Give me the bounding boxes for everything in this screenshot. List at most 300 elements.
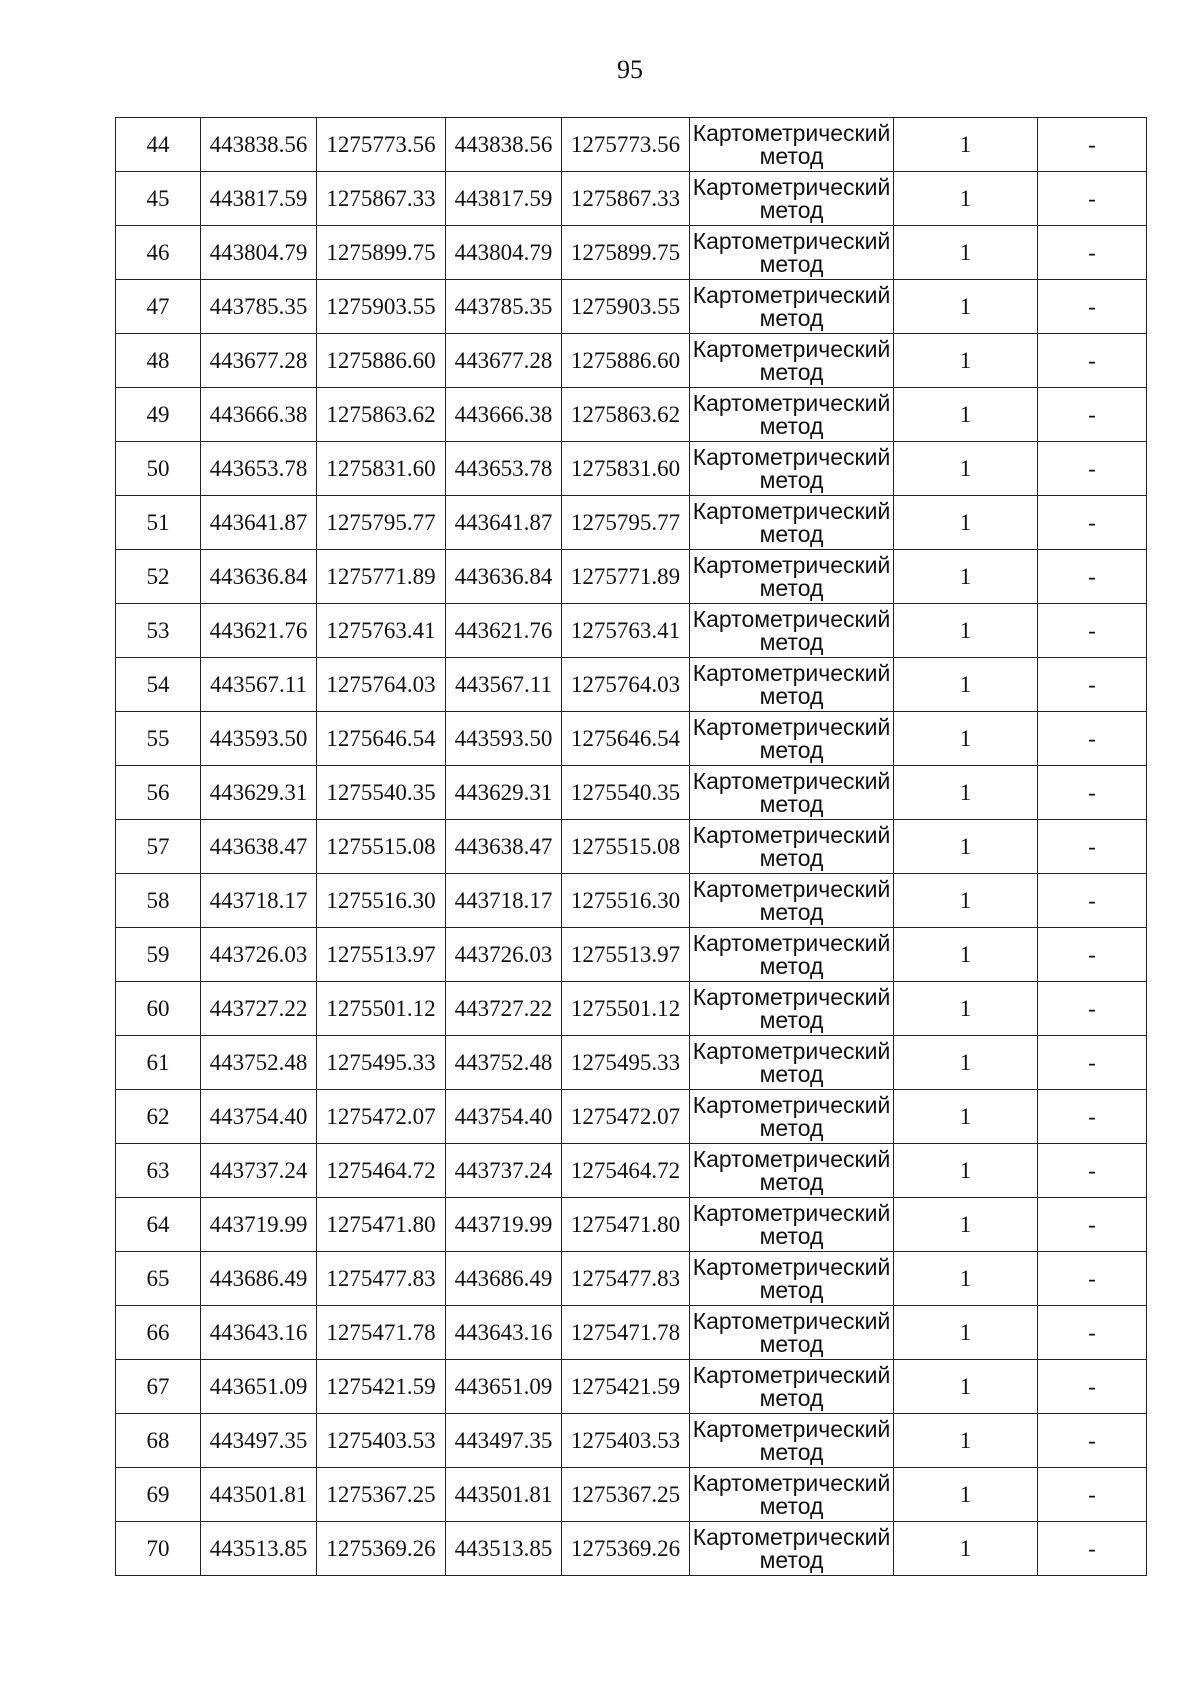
y-existing-cell: 1275495.33 xyxy=(317,1036,446,1090)
method-line-1: Картометрический xyxy=(692,389,891,416)
method-line-1: Картометрический xyxy=(692,1091,891,1118)
y-refined-cell: 1275646.54 xyxy=(562,712,690,766)
y-refined-cell: 1275516.30 xyxy=(562,874,690,928)
x-refined-cell: 443804.79 xyxy=(446,226,562,280)
table-row xyxy=(116,1144,1147,1198)
table-row xyxy=(116,334,1147,388)
method-line-1: Картометрический xyxy=(692,551,891,578)
y-existing-cell: 1275886.60 xyxy=(317,334,446,388)
note-cell: - xyxy=(1038,1468,1147,1522)
method-line-1: Картометрический xyxy=(692,875,891,902)
y-refined-cell: 1275513.97 xyxy=(562,928,690,982)
note-cell: - xyxy=(1038,1252,1147,1306)
x-existing-cell: 443719.99 xyxy=(201,1198,317,1252)
accuracy-cell: 1 xyxy=(894,874,1038,928)
y-refined-cell: 1275464.72 xyxy=(562,1144,690,1198)
method-line-2: метод xyxy=(759,1168,824,1195)
method-cell xyxy=(690,334,894,388)
accuracy-cell: 1 xyxy=(894,604,1038,658)
method-cell xyxy=(690,496,894,550)
method-line-2: метод xyxy=(759,898,824,925)
note-cell: - xyxy=(1038,1198,1147,1252)
point-number-cell: 70 xyxy=(116,1522,201,1576)
y-refined-cell: 1275367.25 xyxy=(562,1468,690,1522)
y-refined-cell: 1275863.62 xyxy=(562,388,690,442)
point-number-cell: 46 xyxy=(116,226,201,280)
note-cell: - xyxy=(1038,1144,1147,1198)
note-cell: - xyxy=(1038,1036,1147,1090)
method-line-1: Картометрический xyxy=(692,1361,891,1388)
x-existing-cell: 443727.22 xyxy=(201,982,317,1036)
x-refined-cell: 443677.28 xyxy=(446,334,562,388)
point-number-cell: 60 xyxy=(116,982,201,1036)
method-line-1: Картометрический xyxy=(692,1145,891,1172)
point-number-cell: 47 xyxy=(116,280,201,334)
table-row xyxy=(116,388,1147,442)
note-cell: - xyxy=(1038,928,1147,982)
method-cell xyxy=(690,1414,894,1468)
method-line-1: Картометрический xyxy=(692,821,891,848)
method-cell xyxy=(690,226,894,280)
method-line-2: метод xyxy=(759,412,824,439)
method-line-2: метод xyxy=(759,1384,824,1411)
point-number-cell: 65 xyxy=(116,1252,201,1306)
table-row xyxy=(116,874,1147,928)
x-refined-cell: 443719.99 xyxy=(446,1198,562,1252)
accuracy-cell: 1 xyxy=(894,982,1038,1036)
y-refined-cell: 1275899.75 xyxy=(562,226,690,280)
method-line-2: метод xyxy=(759,790,824,817)
y-refined-cell: 1275540.35 xyxy=(562,766,690,820)
method-line-1: Картометрический xyxy=(692,173,891,200)
x-existing-cell: 443838.56 xyxy=(201,118,317,172)
y-refined-cell: 1275369.26 xyxy=(562,1522,690,1576)
x-existing-cell: 443629.31 xyxy=(201,766,317,820)
note-cell: - xyxy=(1038,874,1147,928)
y-existing-cell: 1275403.53 xyxy=(317,1414,446,1468)
y-existing-cell: 1275646.54 xyxy=(317,712,446,766)
point-number-cell: 50 xyxy=(116,442,201,496)
y-existing-cell: 1275795.77 xyxy=(317,496,446,550)
y-refined-cell: 1275773.56 xyxy=(562,118,690,172)
x-existing-cell: 443817.59 xyxy=(201,172,317,226)
point-number-cell: 53 xyxy=(116,604,201,658)
method-cell xyxy=(690,280,894,334)
y-refined-cell: 1275472.07 xyxy=(562,1090,690,1144)
point-number-cell: 68 xyxy=(116,1414,201,1468)
x-existing-cell: 443513.85 xyxy=(201,1522,317,1576)
y-existing-cell: 1275472.07 xyxy=(317,1090,446,1144)
x-existing-cell: 443677.28 xyxy=(201,334,317,388)
x-existing-cell: 443638.47 xyxy=(201,820,317,874)
coordinates-table xyxy=(115,117,1147,1576)
point-number-cell: 49 xyxy=(116,388,201,442)
x-refined-cell: 443817.59 xyxy=(446,172,562,226)
table-body xyxy=(116,118,1147,1576)
x-existing-cell: 443804.79 xyxy=(201,226,317,280)
point-number-cell: 44 xyxy=(116,118,201,172)
table-row xyxy=(116,712,1147,766)
method-line-2: метод xyxy=(759,1330,824,1357)
x-existing-cell: 443641.87 xyxy=(201,496,317,550)
method-cell xyxy=(690,172,894,226)
table-row xyxy=(116,118,1147,172)
x-refined-cell: 443785.35 xyxy=(446,280,562,334)
note-cell: - xyxy=(1038,658,1147,712)
note-cell: - xyxy=(1038,766,1147,820)
x-existing-cell: 443754.40 xyxy=(201,1090,317,1144)
accuracy-cell: 1 xyxy=(894,388,1038,442)
y-existing-cell: 1275369.26 xyxy=(317,1522,446,1576)
accuracy-cell: 1 xyxy=(894,1414,1038,1468)
method-line-1: Картометрический xyxy=(692,1469,891,1496)
accuracy-cell: 1 xyxy=(894,1198,1038,1252)
y-existing-cell: 1275763.41 xyxy=(317,604,446,658)
page-number: 95 xyxy=(617,55,643,84)
table-row xyxy=(116,766,1147,820)
point-number-cell: 48 xyxy=(116,334,201,388)
y-existing-cell: 1275471.78 xyxy=(317,1306,446,1360)
x-refined-cell: 443501.81 xyxy=(446,1468,562,1522)
point-number-cell: 55 xyxy=(116,712,201,766)
method-cell xyxy=(690,874,894,928)
method-cell xyxy=(690,1360,894,1414)
table-row xyxy=(116,226,1147,280)
method-line-2: метод xyxy=(759,466,824,493)
table-row xyxy=(116,982,1147,1036)
method-line-2: метод xyxy=(759,304,824,331)
method-line-2: метод xyxy=(759,196,824,223)
x-existing-cell: 443653.78 xyxy=(201,442,317,496)
x-existing-cell: 443686.49 xyxy=(201,1252,317,1306)
y-refined-cell: 1275764.03 xyxy=(562,658,690,712)
accuracy-cell: 1 xyxy=(894,1036,1038,1090)
table-row xyxy=(116,172,1147,226)
method-cell xyxy=(690,550,894,604)
accuracy-cell: 1 xyxy=(894,766,1038,820)
note-cell: - xyxy=(1038,820,1147,874)
y-refined-cell: 1275495.33 xyxy=(562,1036,690,1090)
point-number-cell: 57 xyxy=(116,820,201,874)
y-existing-cell: 1275471.80 xyxy=(317,1198,446,1252)
point-number-cell: 54 xyxy=(116,658,201,712)
method-line-2: метод xyxy=(759,736,824,763)
note-cell: - xyxy=(1038,1306,1147,1360)
accuracy-cell: 1 xyxy=(894,1090,1038,1144)
method-cell xyxy=(690,1252,894,1306)
x-existing-cell: 443621.76 xyxy=(201,604,317,658)
table-row xyxy=(116,1090,1147,1144)
method-line-1: Картометрический xyxy=(692,227,891,254)
point-number-cell: 62 xyxy=(116,1090,201,1144)
y-existing-cell: 1275501.12 xyxy=(317,982,446,1036)
point-number-cell: 61 xyxy=(116,1036,201,1090)
y-existing-cell: 1275764.03 xyxy=(317,658,446,712)
x-refined-cell: 443666.38 xyxy=(446,388,562,442)
table-row xyxy=(116,1306,1147,1360)
y-refined-cell: 1275421.59 xyxy=(562,1360,690,1414)
accuracy-cell: 1 xyxy=(894,280,1038,334)
x-refined-cell: 443727.22 xyxy=(446,982,562,1036)
table-row xyxy=(116,1468,1147,1522)
y-refined-cell: 1275903.55 xyxy=(562,280,690,334)
accuracy-cell: 1 xyxy=(894,172,1038,226)
point-number-cell: 45 xyxy=(116,172,201,226)
note-cell: - xyxy=(1038,712,1147,766)
table-row xyxy=(116,550,1147,604)
method-line-1: Картометрический xyxy=(692,1415,891,1442)
method-line-2: метод xyxy=(759,1060,824,1087)
x-existing-cell: 443567.11 xyxy=(201,658,317,712)
x-refined-cell: 443629.31 xyxy=(446,766,562,820)
y-refined-cell: 1275471.80 xyxy=(562,1198,690,1252)
method-line-2: метод xyxy=(759,1114,824,1141)
method-line-2: метод xyxy=(759,1006,824,1033)
method-line-1: Картометрический xyxy=(692,929,891,956)
method-cell xyxy=(690,820,894,874)
x-refined-cell: 443686.49 xyxy=(446,1252,562,1306)
x-existing-cell: 443726.03 xyxy=(201,928,317,982)
table-row xyxy=(116,280,1147,334)
method-line-2: метод xyxy=(759,952,824,979)
method-line-2: метод xyxy=(759,1546,824,1573)
method-cell xyxy=(690,388,894,442)
y-refined-cell: 1275471.78 xyxy=(562,1306,690,1360)
accuracy-cell: 1 xyxy=(894,496,1038,550)
x-refined-cell: 443737.24 xyxy=(446,1144,562,1198)
method-line-1: Картометрический xyxy=(692,713,891,740)
note-cell: - xyxy=(1038,1522,1147,1576)
y-refined-cell: 1275867.33 xyxy=(562,172,690,226)
x-refined-cell: 443752.48 xyxy=(446,1036,562,1090)
method-cell xyxy=(690,1144,894,1198)
method-cell xyxy=(690,1522,894,1576)
point-number-cell: 67 xyxy=(116,1360,201,1414)
x-existing-cell: 443643.16 xyxy=(201,1306,317,1360)
note-cell: - xyxy=(1038,604,1147,658)
method-line-1: Картометрический xyxy=(692,335,891,362)
table-row xyxy=(116,496,1147,550)
x-existing-cell: 443636.84 xyxy=(201,550,317,604)
table-row xyxy=(116,604,1147,658)
x-existing-cell: 443737.24 xyxy=(201,1144,317,1198)
note-cell: - xyxy=(1038,442,1147,496)
x-existing-cell: 443718.17 xyxy=(201,874,317,928)
method-cell xyxy=(690,928,894,982)
method-line-2: метод xyxy=(759,628,824,655)
method-line-1: Картометрический xyxy=(692,1307,891,1334)
method-line-1: Картометрический xyxy=(692,659,891,686)
point-number-cell: 52 xyxy=(116,550,201,604)
note-cell: - xyxy=(1038,1414,1147,1468)
y-refined-cell: 1275795.77 xyxy=(562,496,690,550)
note-cell: - xyxy=(1038,118,1147,172)
method-line-1: Картометрический xyxy=(692,983,891,1010)
method-cell xyxy=(690,604,894,658)
method-cell xyxy=(690,118,894,172)
y-existing-cell: 1275903.55 xyxy=(317,280,446,334)
x-existing-cell: 443501.81 xyxy=(201,1468,317,1522)
y-existing-cell: 1275515.08 xyxy=(317,820,446,874)
accuracy-cell: 1 xyxy=(894,334,1038,388)
method-cell xyxy=(690,712,894,766)
method-cell xyxy=(690,1090,894,1144)
y-refined-cell: 1275477.83 xyxy=(562,1252,690,1306)
table-row xyxy=(116,1252,1147,1306)
method-line-1: Картометрический xyxy=(692,605,891,632)
y-existing-cell: 1275513.97 xyxy=(317,928,446,982)
x-refined-cell: 443636.84 xyxy=(446,550,562,604)
y-existing-cell: 1275516.30 xyxy=(317,874,446,928)
method-line-2: метод xyxy=(759,682,824,709)
method-cell xyxy=(690,442,894,496)
y-existing-cell: 1275477.83 xyxy=(317,1252,446,1306)
y-existing-cell: 1275867.33 xyxy=(317,172,446,226)
accuracy-cell: 1 xyxy=(894,550,1038,604)
method-line-2: метод xyxy=(759,1438,824,1465)
table-row xyxy=(116,658,1147,712)
accuracy-cell: 1 xyxy=(894,928,1038,982)
table-row xyxy=(116,1522,1147,1576)
method-cell xyxy=(690,1198,894,1252)
y-existing-cell: 1275771.89 xyxy=(317,550,446,604)
point-number-cell: 56 xyxy=(116,766,201,820)
method-line-2: метод xyxy=(759,1222,824,1249)
table-row xyxy=(116,442,1147,496)
table-row xyxy=(116,820,1147,874)
x-refined-cell: 443567.11 xyxy=(446,658,562,712)
x-refined-cell: 443641.87 xyxy=(446,496,562,550)
note-cell: - xyxy=(1038,334,1147,388)
y-existing-cell: 1275899.75 xyxy=(317,226,446,280)
method-line-1: Картометрический xyxy=(692,281,891,308)
accuracy-cell: 1 xyxy=(894,226,1038,280)
method-line-1: Картометрический xyxy=(692,1253,891,1280)
note-cell: - xyxy=(1038,1360,1147,1414)
method-line-1: Картометрический xyxy=(692,1037,891,1064)
note-cell: - xyxy=(1038,280,1147,334)
note-cell: - xyxy=(1038,1090,1147,1144)
y-existing-cell: 1275421.59 xyxy=(317,1360,446,1414)
method-cell xyxy=(690,1468,894,1522)
y-existing-cell: 1275831.60 xyxy=(317,442,446,496)
point-number-cell: 59 xyxy=(116,928,201,982)
y-existing-cell: 1275540.35 xyxy=(317,766,446,820)
method-line-1: Картометрический xyxy=(692,497,891,524)
x-existing-cell: 443651.09 xyxy=(201,1360,317,1414)
x-existing-cell: 443497.35 xyxy=(201,1414,317,1468)
y-existing-cell: 1275464.72 xyxy=(317,1144,446,1198)
x-refined-cell: 443593.50 xyxy=(446,712,562,766)
method-line-2: метод xyxy=(759,142,824,169)
x-refined-cell: 443643.16 xyxy=(446,1306,562,1360)
point-number-cell: 51 xyxy=(116,496,201,550)
x-refined-cell: 443513.85 xyxy=(446,1522,562,1576)
accuracy-cell: 1 xyxy=(894,442,1038,496)
note-cell: - xyxy=(1038,388,1147,442)
y-refined-cell: 1275403.53 xyxy=(562,1414,690,1468)
method-line-1: Картометрический xyxy=(692,767,891,794)
point-number-cell: 63 xyxy=(116,1144,201,1198)
accuracy-cell: 1 xyxy=(894,1144,1038,1198)
y-refined-cell: 1275886.60 xyxy=(562,334,690,388)
note-cell: - xyxy=(1038,172,1147,226)
y-existing-cell: 1275773.56 xyxy=(317,118,446,172)
accuracy-cell: 1 xyxy=(894,1252,1038,1306)
y-existing-cell: 1275863.62 xyxy=(317,388,446,442)
table-row xyxy=(116,1360,1147,1414)
method-line-1: Картометрический xyxy=(692,1199,891,1226)
method-line-2: метод xyxy=(759,574,824,601)
method-cell xyxy=(690,982,894,1036)
x-existing-cell: 443666.38 xyxy=(201,388,317,442)
note-cell: - xyxy=(1038,226,1147,280)
table-row xyxy=(116,1198,1147,1252)
table-row xyxy=(116,1414,1147,1468)
accuracy-cell: 1 xyxy=(894,820,1038,874)
accuracy-cell: 1 xyxy=(894,712,1038,766)
point-number-cell: 58 xyxy=(116,874,201,928)
method-line-2: метод xyxy=(759,844,824,871)
note-cell: - xyxy=(1038,982,1147,1036)
x-refined-cell: 443638.47 xyxy=(446,820,562,874)
x-refined-cell: 443754.40 xyxy=(446,1090,562,1144)
point-number-cell: 64 xyxy=(116,1198,201,1252)
method-line-1: Картометрический xyxy=(692,443,891,470)
accuracy-cell: 1 xyxy=(894,1522,1038,1576)
x-refined-cell: 443726.03 xyxy=(446,928,562,982)
method-line-2: метод xyxy=(759,1276,824,1303)
y-existing-cell: 1275367.25 xyxy=(317,1468,446,1522)
x-refined-cell: 443653.78 xyxy=(446,442,562,496)
method-line-2: метод xyxy=(759,520,824,547)
y-refined-cell: 1275501.12 xyxy=(562,982,690,1036)
method-cell xyxy=(690,658,894,712)
accuracy-cell: 1 xyxy=(894,1306,1038,1360)
note-cell: - xyxy=(1038,496,1147,550)
point-number-cell: 66 xyxy=(116,1306,201,1360)
method-cell xyxy=(690,1306,894,1360)
method-line-2: метод xyxy=(759,358,824,385)
accuracy-cell: 1 xyxy=(894,118,1038,172)
accuracy-cell: 1 xyxy=(894,658,1038,712)
point-number-cell: 69 xyxy=(116,1468,201,1522)
method-line-2: метод xyxy=(759,250,824,277)
table-row xyxy=(116,1036,1147,1090)
y-refined-cell: 1275515.08 xyxy=(562,820,690,874)
y-refined-cell: 1275771.89 xyxy=(562,550,690,604)
method-cell xyxy=(690,1036,894,1090)
x-refined-cell: 443621.76 xyxy=(446,604,562,658)
note-cell: - xyxy=(1038,550,1147,604)
x-refined-cell: 443838.56 xyxy=(446,118,562,172)
accuracy-cell: 1 xyxy=(894,1360,1038,1414)
x-existing-cell: 443752.48 xyxy=(201,1036,317,1090)
y-refined-cell: 1275831.60 xyxy=(562,442,690,496)
y-refined-cell: 1275763.41 xyxy=(562,604,690,658)
x-existing-cell: 443785.35 xyxy=(201,280,317,334)
x-existing-cell: 443593.50 xyxy=(201,712,317,766)
accuracy-cell: 1 xyxy=(894,1468,1038,1522)
method-line-2: метод xyxy=(759,1492,824,1519)
x-refined-cell: 443718.17 xyxy=(446,874,562,928)
table-row xyxy=(116,928,1147,982)
x-refined-cell: 443651.09 xyxy=(446,1360,562,1414)
method-line-1: Картометрический xyxy=(692,1523,891,1550)
method-cell xyxy=(690,766,894,820)
method-line-1: Картометрический xyxy=(692,119,891,146)
x-refined-cell: 443497.35 xyxy=(446,1414,562,1468)
